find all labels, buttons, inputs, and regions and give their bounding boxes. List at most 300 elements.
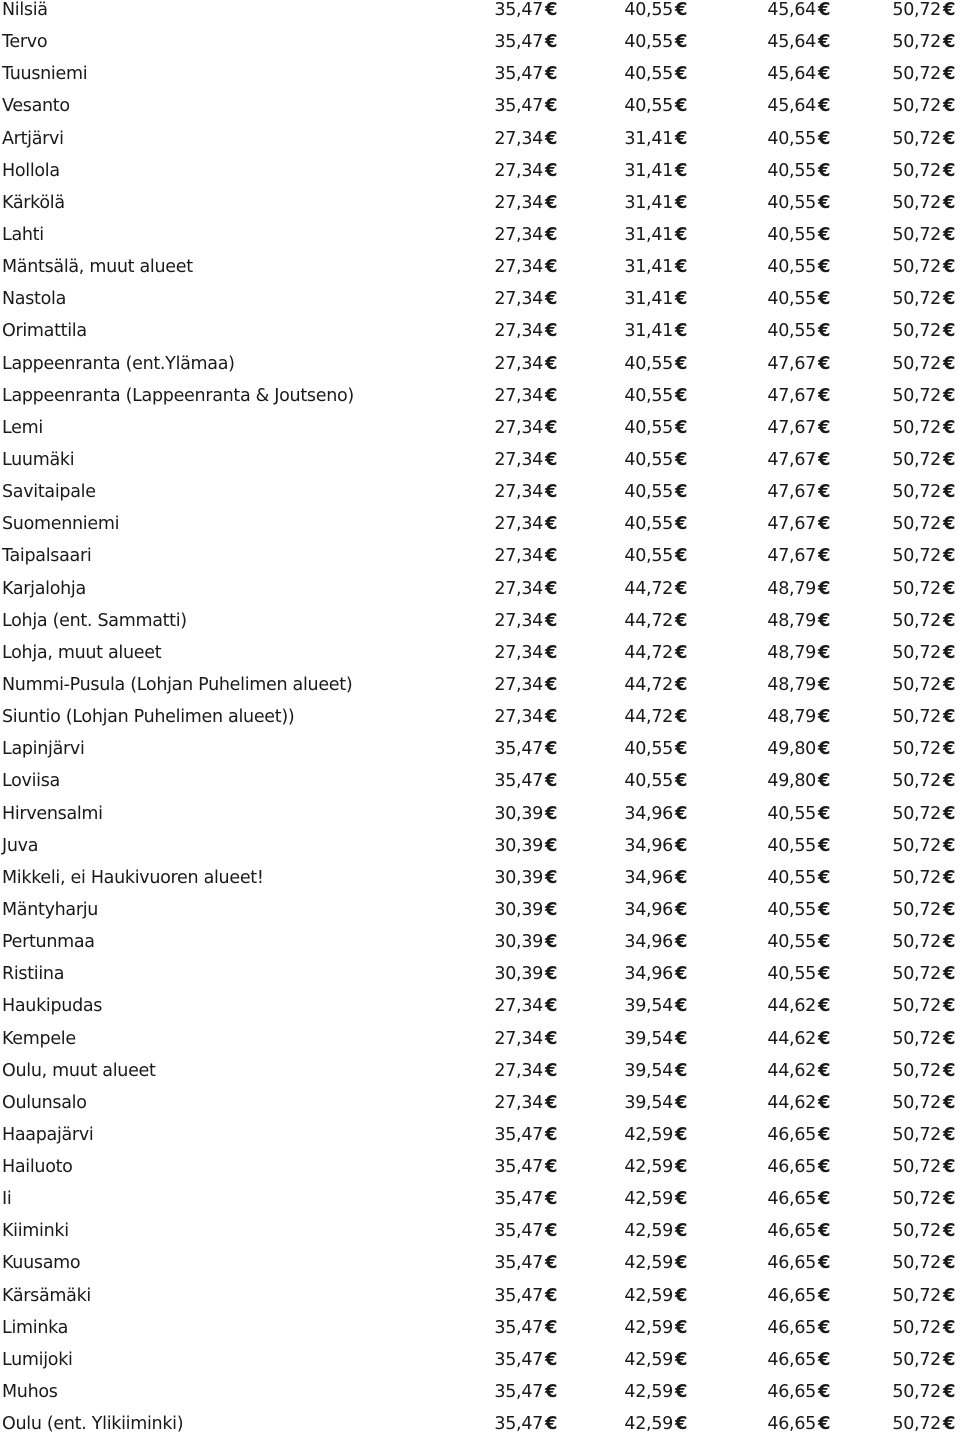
municipality-name: Artjärvi: [2, 128, 64, 149]
price-value-4: 50,72: [892, 482, 941, 503]
euro-icon: €: [818, 288, 831, 310]
price-value-4: 50,72: [892, 1189, 941, 1210]
price-value-2: 44,72: [624, 578, 673, 599]
price-value-2: 42,59: [624, 1124, 673, 1145]
euro-icon: €: [675, 770, 688, 792]
municipality-name: Hailuoto: [2, 1157, 73, 1178]
euro-icon: €: [545, 95, 558, 117]
price-value-2: 31,41: [624, 160, 673, 181]
euro-icon: €: [818, 1316, 831, 1338]
table-row: [0, 514, 960, 546]
price-value-2: 44,72: [624, 610, 673, 631]
price-value-2: 31,41: [624, 321, 673, 342]
euro-icon: €: [675, 545, 688, 567]
euro-icon: €: [675, 577, 688, 599]
table-row: [0, 932, 960, 964]
euro-icon: €: [943, 1123, 956, 1145]
euro-icon: €: [818, 1123, 831, 1145]
price-value-1: 30,39: [494, 867, 543, 888]
municipality-name: Kärsämäki: [2, 1285, 91, 1306]
euro-icon: €: [943, 191, 956, 213]
euro-icon: €: [943, 1220, 956, 1242]
municipality-name: Hirvensalmi: [2, 803, 103, 824]
euro-icon: €: [675, 31, 688, 53]
price-value-3: 46,65: [767, 1285, 816, 1306]
price-value-3: 40,55: [767, 321, 816, 342]
price-value-1: 30,39: [494, 899, 543, 920]
municipality-name: Nastola: [2, 289, 66, 310]
euro-icon: €: [943, 834, 956, 856]
price-value-1: 27,34: [494, 996, 543, 1017]
euro-icon: €: [675, 159, 688, 181]
price-value-4: 50,72: [892, 64, 941, 85]
price-value-2: 44,72: [624, 674, 673, 695]
euro-icon: €: [818, 127, 831, 149]
municipality-name: Kempele: [2, 1028, 76, 1049]
municipality-name: Tuusniemi: [2, 64, 88, 85]
price-value-4: 50,72: [892, 674, 941, 695]
euro-icon: €: [818, 31, 831, 53]
price-value-4: 50,72: [892, 739, 941, 760]
euro-icon: €: [943, 0, 956, 20]
price-value-1: 35,47: [494, 96, 543, 117]
price-value-1: 27,34: [494, 707, 543, 728]
price-value-4: 50,72: [892, 1414, 941, 1435]
euro-icon: €: [675, 0, 688, 20]
table-row: [0, 900, 960, 932]
table-row: [0, 1414, 960, 1446]
euro-icon: €: [675, 931, 688, 953]
table-row: [0, 321, 960, 353]
municipality-name: Lumijoki: [2, 1349, 73, 1370]
municipality-name: Vesanto: [2, 96, 70, 117]
table-row: [0, 964, 960, 996]
price-value-3: 47,67: [767, 385, 816, 406]
price-value-3: 45,64: [767, 96, 816, 117]
table-row: [0, 354, 960, 386]
price-value-4: 50,72: [892, 321, 941, 342]
table-row: [0, 257, 960, 289]
price-value-2: 42,59: [624, 1285, 673, 1306]
table-row: [0, 996, 960, 1028]
price-value-4: 50,72: [892, 1028, 941, 1049]
price-value-3: 40,55: [767, 289, 816, 310]
price-value-1: 27,34: [494, 257, 543, 278]
price-value-2: 40,55: [624, 96, 673, 117]
municipality-name: Kärkölä: [2, 192, 65, 213]
euro-icon: €: [545, 1188, 558, 1210]
euro-icon: €: [675, 1220, 688, 1242]
price-value-3: 45,64: [767, 32, 816, 53]
price-value-1: 27,34: [494, 224, 543, 245]
euro-icon: €: [943, 963, 956, 985]
price-value-2: 42,59: [624, 1382, 673, 1403]
euro-icon: €: [943, 866, 956, 888]
price-value-2: 40,55: [624, 514, 673, 535]
price-value-4: 50,72: [892, 449, 941, 470]
euro-icon: €: [943, 256, 956, 278]
euro-icon: €: [675, 738, 688, 760]
price-value-3: 46,65: [767, 1317, 816, 1338]
municipality-name: Pertunmaa: [2, 932, 95, 953]
table-row: [0, 1382, 960, 1414]
municipality-name: Ristiina: [2, 964, 65, 985]
price-value-2: 40,55: [624, 739, 673, 760]
table-row: [0, 225, 960, 257]
price-value-2: 40,55: [624, 64, 673, 85]
euro-icon: €: [818, 802, 831, 824]
euro-icon: €: [818, 1252, 831, 1274]
euro-icon: €: [943, 127, 956, 149]
euro-icon: €: [545, 481, 558, 503]
price-value-3: 46,65: [767, 1349, 816, 1370]
municipality-name: Oulunsalo: [2, 1092, 87, 1113]
euro-icon: €: [943, 577, 956, 599]
price-value-4: 50,72: [892, 1124, 941, 1145]
euro-icon: €: [818, 770, 831, 792]
euro-icon: €: [943, 95, 956, 117]
euro-icon: €: [943, 1059, 956, 1081]
table-row: [0, 739, 960, 771]
price-value-1: 27,34: [494, 1092, 543, 1113]
price-value-1: 35,47: [494, 64, 543, 85]
price-value-4: 50,72: [892, 96, 941, 117]
euro-icon: €: [675, 609, 688, 631]
price-value-1: 27,34: [494, 192, 543, 213]
euro-icon: €: [545, 288, 558, 310]
euro-icon: €: [545, 1220, 558, 1242]
price-value-4: 50,72: [892, 1060, 941, 1081]
price-value-4: 50,72: [892, 385, 941, 406]
euro-icon: €: [818, 1381, 831, 1403]
table-row: [0, 771, 960, 803]
price-value-3: 40,55: [767, 932, 816, 953]
euro-icon: €: [818, 706, 831, 728]
euro-icon: €: [943, 1027, 956, 1049]
price-value-4: 50,72: [892, 578, 941, 599]
municipality-name: Savitaipale: [2, 482, 96, 503]
price-value-3: 40,55: [767, 835, 816, 856]
euro-icon: €: [818, 63, 831, 85]
price-value-1: 35,47: [494, 1349, 543, 1370]
euro-icon: €: [943, 352, 956, 374]
euro-icon: €: [675, 1284, 688, 1306]
euro-icon: €: [818, 898, 831, 920]
euro-icon: €: [943, 448, 956, 470]
price-value-3: 47,67: [767, 353, 816, 374]
price-value-1: 27,34: [494, 546, 543, 567]
table-row: [0, 1061, 960, 1093]
euro-icon: €: [818, 545, 831, 567]
euro-icon: €: [818, 577, 831, 599]
euro-icon: €: [545, 931, 558, 953]
euro-icon: €: [943, 1188, 956, 1210]
price-value-1: 27,34: [494, 449, 543, 470]
price-value-3: 44,62: [767, 1092, 816, 1113]
price-value-3: 40,55: [767, 192, 816, 213]
price-value-3: 40,55: [767, 257, 816, 278]
price-value-2: 44,72: [624, 642, 673, 663]
price-value-1: 35,47: [494, 1253, 543, 1274]
price-value-3: 49,80: [767, 771, 816, 792]
table-row: [0, 450, 960, 482]
euro-icon: €: [675, 1381, 688, 1403]
table-row: [0, 64, 960, 96]
price-value-3: 48,79: [767, 674, 816, 695]
price-value-1: 27,34: [494, 1028, 543, 1049]
euro-icon: €: [545, 1284, 558, 1306]
price-value-1: 27,34: [494, 482, 543, 503]
euro-icon: €: [943, 1413, 956, 1435]
euro-icon: €: [943, 1316, 956, 1338]
euro-icon: €: [675, 1316, 688, 1338]
table-row: [0, 1253, 960, 1285]
euro-icon: €: [943, 1381, 956, 1403]
euro-icon: €: [818, 0, 831, 20]
price-value-4: 50,72: [892, 867, 941, 888]
price-value-4: 50,72: [892, 1157, 941, 1178]
euro-icon: €: [545, 1413, 558, 1435]
euro-icon: €: [943, 1348, 956, 1370]
price-value-3: 46,65: [767, 1124, 816, 1145]
euro-icon: €: [545, 1091, 558, 1113]
price-value-1: 30,39: [494, 803, 543, 824]
price-value-4: 50,72: [892, 1285, 941, 1306]
table-row: [0, 1125, 960, 1157]
municipality-name: Suomenniemi: [2, 514, 120, 535]
price-value-1: 35,47: [494, 1285, 543, 1306]
euro-icon: €: [675, 1156, 688, 1178]
euro-icon: €: [675, 1123, 688, 1145]
euro-icon: €: [545, 738, 558, 760]
euro-icon: €: [943, 1156, 956, 1178]
euro-icon: €: [818, 1156, 831, 1178]
euro-icon: €: [675, 673, 688, 695]
price-value-2: 42,59: [624, 1414, 673, 1435]
euro-icon: €: [943, 481, 956, 503]
price-value-1: 27,34: [494, 642, 543, 663]
price-value-2: 40,55: [624, 449, 673, 470]
euro-icon: €: [818, 352, 831, 374]
price-value-4: 50,72: [892, 1382, 941, 1403]
table-row: [0, 1157, 960, 1189]
euro-icon: €: [943, 898, 956, 920]
price-value-3: 46,65: [767, 1189, 816, 1210]
price-value-2: 44,72: [624, 707, 673, 728]
euro-icon: €: [943, 738, 956, 760]
table-row: [0, 579, 960, 611]
euro-icon: €: [545, 31, 558, 53]
price-value-4: 50,72: [892, 835, 941, 856]
price-value-3: 40,55: [767, 224, 816, 245]
euro-icon: €: [675, 288, 688, 310]
price-value-4: 50,72: [892, 610, 941, 631]
price-value-4: 50,72: [892, 1253, 941, 1274]
euro-icon: €: [545, 159, 558, 181]
price-value-2: 39,54: [624, 1060, 673, 1081]
price-value-3: 46,65: [767, 1253, 816, 1274]
price-value-4: 50,72: [892, 1317, 941, 1338]
price-value-4: 50,72: [892, 160, 941, 181]
price-value-4: 50,72: [892, 1221, 941, 1242]
price-value-1: 27,34: [494, 610, 543, 631]
euro-icon: €: [818, 1413, 831, 1435]
euro-icon: €: [943, 288, 956, 310]
table-row: [0, 1221, 960, 1253]
euro-icon: €: [675, 1413, 688, 1435]
euro-icon: €: [943, 384, 956, 406]
municipality-name: Luumäki: [2, 449, 75, 470]
table-row: [0, 836, 960, 868]
table-row: [0, 289, 960, 321]
price-value-4: 50,72: [892, 899, 941, 920]
euro-icon: €: [675, 223, 688, 245]
price-value-3: 47,67: [767, 514, 816, 535]
price-value-2: 42,59: [624, 1157, 673, 1178]
euro-icon: €: [943, 1284, 956, 1306]
price-value-2: 40,55: [624, 32, 673, 53]
euro-icon: €: [818, 320, 831, 342]
price-value-1: 30,39: [494, 932, 543, 953]
euro-icon: €: [818, 866, 831, 888]
table-row: [0, 546, 960, 578]
municipality-name: Lohja (ent. Sammatti): [2, 610, 187, 631]
table-row: [0, 643, 960, 675]
price-value-3: 45,64: [767, 64, 816, 85]
price-value-4: 50,72: [892, 996, 941, 1017]
euro-icon: €: [675, 320, 688, 342]
price-value-3: 44,62: [767, 996, 816, 1017]
euro-icon: €: [818, 1027, 831, 1049]
price-value-2: 31,41: [624, 257, 673, 278]
euro-icon: €: [545, 963, 558, 985]
municipality-name: Mäntyharju: [2, 899, 99, 920]
price-value-1: 35,47: [494, 1414, 543, 1435]
price-value-1: 30,39: [494, 964, 543, 985]
table-row: [0, 161, 960, 193]
price-value-2: 42,59: [624, 1317, 673, 1338]
euro-icon: €: [675, 63, 688, 85]
table-row: [0, 1029, 960, 1061]
euro-icon: €: [675, 1059, 688, 1081]
municipality-name: Loviisa: [2, 771, 60, 792]
price-value-4: 50,72: [892, 932, 941, 953]
euro-icon: €: [675, 448, 688, 470]
euro-icon: €: [545, 995, 558, 1017]
price-value-3: 45,64: [767, 0, 816, 20]
price-value-2: 40,55: [624, 0, 673, 20]
price-value-2: 31,41: [624, 289, 673, 310]
municipality-name: Oulu, muut alueet: [2, 1060, 156, 1081]
euro-icon: €: [545, 706, 558, 728]
price-value-3: 46,65: [767, 1157, 816, 1178]
euro-icon: €: [943, 1091, 956, 1113]
municipality-name: Siuntio (Lohjan Puhelimen alueet)): [2, 707, 295, 728]
euro-icon: €: [943, 673, 956, 695]
municipality-name: Hollola: [2, 160, 60, 181]
euro-icon: €: [545, 1156, 558, 1178]
euro-icon: €: [545, 256, 558, 278]
table-row: [0, 675, 960, 707]
euro-icon: €: [675, 191, 688, 213]
euro-icon: €: [675, 384, 688, 406]
price-value-1: 35,47: [494, 1124, 543, 1145]
table-row: [0, 482, 960, 514]
municipality-name: Haukipudas: [2, 996, 103, 1017]
euro-icon: €: [545, 352, 558, 374]
euro-icon: €: [943, 770, 956, 792]
price-value-1: 35,47: [494, 739, 543, 760]
euro-icon: €: [675, 1091, 688, 1113]
price-value-1: 35,47: [494, 0, 543, 20]
euro-icon: €: [818, 1284, 831, 1306]
euro-icon: €: [818, 995, 831, 1017]
municipality-name: Lappeenranta (Lappeenranta & Joutseno): [2, 385, 354, 406]
price-value-2: 34,96: [624, 867, 673, 888]
euro-icon: €: [675, 834, 688, 856]
euro-icon: €: [545, 513, 558, 535]
euro-icon: €: [943, 706, 956, 728]
price-value-3: 46,65: [767, 1382, 816, 1403]
euro-icon: €: [545, 448, 558, 470]
euro-icon: €: [545, 673, 558, 695]
euro-icon: €: [675, 802, 688, 824]
price-value-4: 50,72: [892, 642, 941, 663]
municipality-name: Lahti: [2, 224, 44, 245]
price-value-4: 50,72: [892, 289, 941, 310]
euro-icon: €: [818, 1188, 831, 1210]
euro-icon: €: [545, 127, 558, 149]
euro-icon: €: [943, 513, 956, 535]
table-row: [0, 611, 960, 643]
euro-icon: €: [545, 1316, 558, 1338]
price-value-4: 50,72: [892, 32, 941, 53]
euro-icon: €: [818, 223, 831, 245]
euro-icon: €: [545, 1027, 558, 1049]
price-value-3: 48,79: [767, 610, 816, 631]
euro-icon: €: [675, 1252, 688, 1274]
euro-icon: €: [943, 416, 956, 438]
euro-icon: €: [818, 609, 831, 631]
municipality-name: Mäntsälä, muut alueet: [2, 257, 193, 278]
euro-icon: €: [818, 513, 831, 535]
table-row: [0, 96, 960, 128]
price-value-3: 47,67: [767, 449, 816, 470]
table-row: [0, 32, 960, 64]
price-value-1: 27,34: [494, 578, 543, 599]
price-value-4: 50,72: [892, 0, 941, 20]
euro-icon: €: [545, 545, 558, 567]
euro-icon: €: [545, 223, 558, 245]
municipality-name: Muhos: [2, 1382, 58, 1403]
municipality-name: Kiiminki: [2, 1221, 69, 1242]
euro-icon: €: [545, 577, 558, 599]
price-value-1: 27,34: [494, 289, 543, 310]
euro-icon: €: [675, 256, 688, 278]
municipality-name: Taipalsaari: [2, 546, 92, 567]
price-value-3: 48,79: [767, 578, 816, 599]
table-row: [0, 1286, 960, 1318]
municipality-name: Mikkeli, ei Haukivuoren alueet!: [2, 867, 264, 888]
municipality-name: Haapajärvi: [2, 1124, 94, 1145]
price-value-2: 40,55: [624, 385, 673, 406]
price-value-4: 50,72: [892, 224, 941, 245]
price-value-4: 50,72: [892, 771, 941, 792]
euro-icon: €: [675, 95, 688, 117]
euro-icon: €: [545, 866, 558, 888]
euro-icon: €: [545, 1381, 558, 1403]
price-value-4: 50,72: [892, 257, 941, 278]
